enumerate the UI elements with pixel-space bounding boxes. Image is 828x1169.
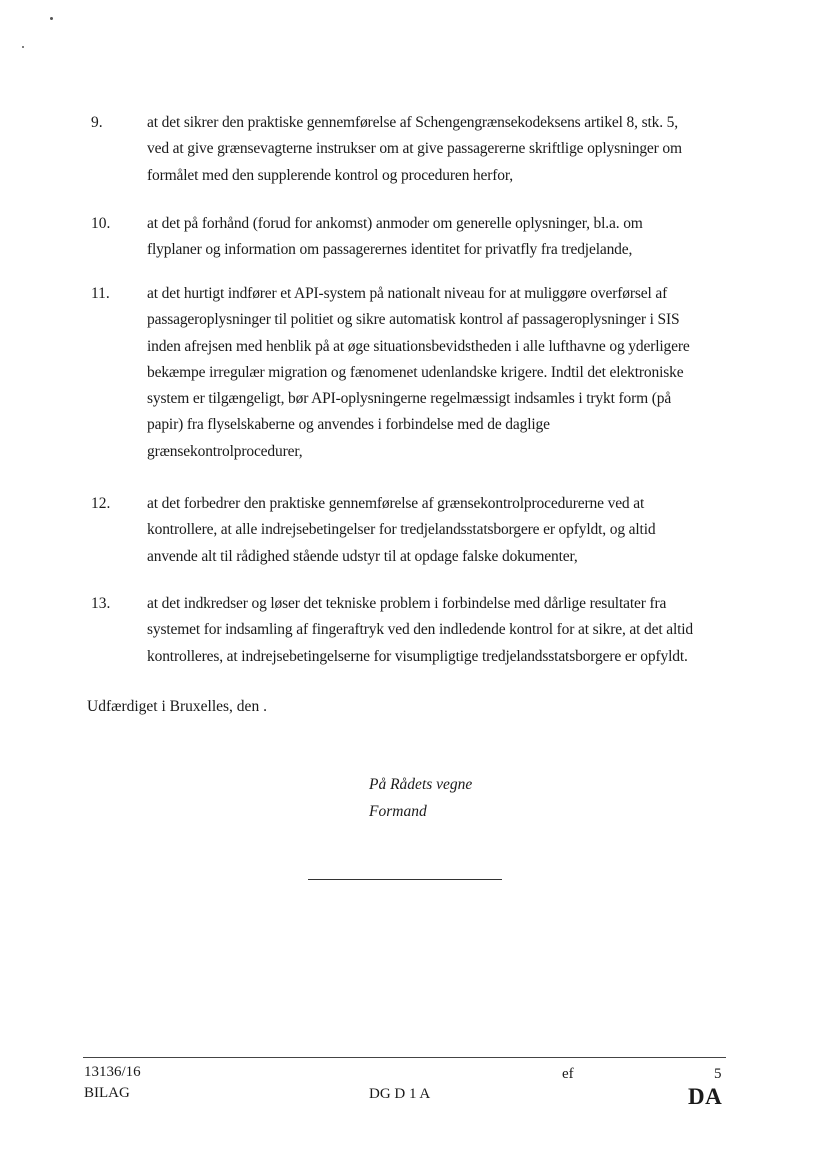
text-line: passageroplysninger til politiet og sikre automatisk kontrol af passageroplysninger i SIS — [147, 311, 680, 329]
text-line: at det på forhånd (forud for ankomst) anmoder om generelle oplysninger, bl.a. om — [147, 215, 643, 232]
footer-page-number: 5 — [714, 1066, 722, 1082]
signature-on-behalf: På Rådets vegne — [369, 776, 473, 793]
text-line: flyplaner og information om passagerernes identitet for privatfly fra tredjelande, — [147, 241, 633, 259]
item-text — [147, 110, 727, 189]
text-line: formålet med den supplerende kontrol og proceduren herfor, — [147, 166, 513, 184]
signature-title: Formand — [369, 803, 427, 820]
text-line: kontrolleres, at indrejsebetingelserne for visumpligtige tredjelandsstatsborgere er opfyldt. — [147, 647, 688, 665]
item-text — [147, 211, 727, 264]
scan-speck — [22, 46, 24, 48]
footer-divider — [83, 1057, 726, 1058]
footer-initials: ef — [562, 1066, 574, 1082]
closing-statement: Udfærdiget i Bruxelles, den . — [87, 698, 267, 715]
footer-doc-number: 13136/16 — [84, 1064, 141, 1080]
text-line: systemet for indsamling af fingeraftryk ved den indledende kontrol for at sikre, at det altid — [147, 621, 694, 639]
text-line: at det sikrer den praktiske gennemførelse af Schengengrænsekodeksens artikel 8, stk. 5, — [147, 114, 679, 131]
footer-directorate: DG D 1 A — [369, 1086, 431, 1102]
text-line: papir) fra flyselskaberne og anvendes i forbindelse med de daglige — [147, 416, 550, 434]
text-line: ved at give grænsevagterne instrukser om at give passagererne skriftlige oplysninger om — [147, 140, 682, 158]
text-line: bekæmpe irregulær migration og fænomenet udenlandske krigere. Indtil det elektroniske — [147, 363, 684, 381]
item-text — [147, 491, 727, 570]
item-number: 11. — [91, 285, 110, 302]
text-line: at det forbedrer den praktiske gennemførelse af grænsekontrolprocedurerne ved at — [147, 495, 645, 512]
text-line: at det hurtigt indfører et API-system på nationalt niveau for at muliggøre overførsel af — [147, 285, 668, 302]
item-number: 10. — [91, 215, 111, 232]
signature-line — [308, 879, 502, 880]
text-line: anvende alt til rådighed stående udstyr til at opdage falske dokumenter, — [147, 547, 578, 565]
item-number: 9. — [91, 114, 103, 131]
text-line: grænsekontrolprocedurer, — [147, 442, 303, 460]
text-line: at det indkredser og løser det tekniske problem i forbindelse med dårlige resultater fra — [147, 595, 667, 612]
item-number: 12. — [91, 495, 111, 512]
footer-language-code: DA — [688, 1084, 723, 1109]
scan-speck — [50, 17, 53, 20]
text-line: kontrollere, at alle indrejsebetingelser for tredjelandsstatsborgere er opfyldt, og altid — [147, 521, 656, 539]
item-number: 13. — [91, 595, 111, 612]
item-text — [147, 281, 727, 465]
item-text — [147, 591, 727, 670]
text-line: system er tilgængeligt, bør API-oplysningerne regelmæssigt indsamles i trykt form (på — [147, 390, 672, 408]
footer-annex: BILAG — [84, 1085, 130, 1101]
text-line: inden afrejsen med henblik på at øge situationsbevidstheden i alle lufthavne og yderligere — [147, 337, 690, 355]
